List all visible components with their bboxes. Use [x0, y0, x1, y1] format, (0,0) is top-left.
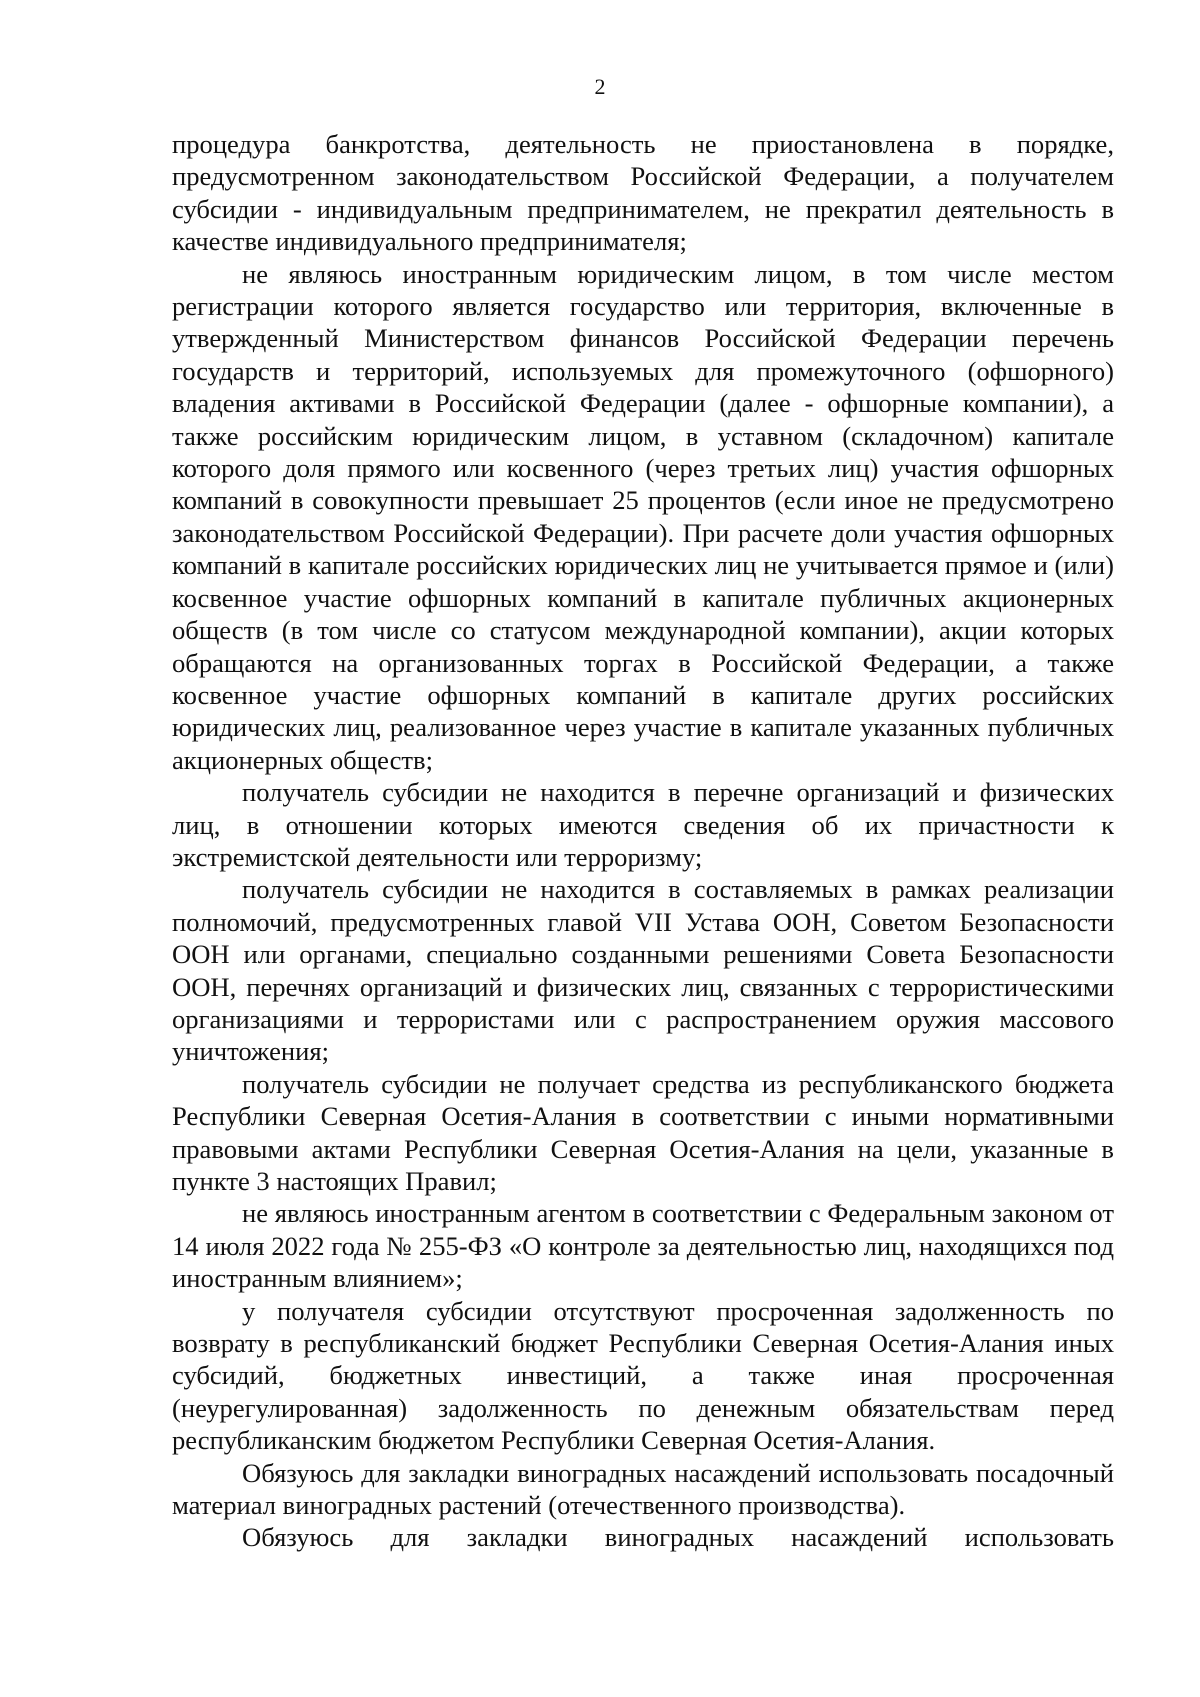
paragraph-debt-clause: у получателя субсидии отсутствуют просроченная задолженность по возврату в республиканский бюджет Республики Северная Осетия-Алания иных субсидий, бюджетных инвестиций, а также иная просроченная (неурегулированная) задолженность по денежным обязательствам перед республиканским бюджетом Республики Северная Осетия-Алания.	[172, 1295, 1114, 1456]
paragraph-planting-material-clause: Обязуюсь для закладки виноградных насаждений использовать посадочный материал виноградных растений (отечественного производства).	[172, 1457, 1114, 1521]
paragraph-un-sanctions-clause: получатель субсидии не находится в составляемых в рамках реализации полномочий, предусмотренных главой VII Устава ООН, Советом Безопасности ООН или органами, специально созданными решениями Совета Безопасности ООН, перечнях организаций и физических лиц, связанных с террористическими организациями и террористами или с распространением оружия массового уничтожения;	[172, 874, 1114, 1067]
paragraph-planting-continued: Обязуюсь для закладки виноградных насаждений использовать	[242, 1522, 1114, 1553]
page-number: 2	[594, 74, 606, 99]
paragraph-extremism-clause: получатель субсидии не находится в перечне организаций и физических лиц, в отношении которых имеются сведения об их причастности к экстремистской деятельности или терроризму;	[172, 777, 1114, 872]
paragraph-budget-funds-clause: получатель субсидии не получает средства из республиканского бюджета Республики Северная Осетия-Алания в соответствии с иными нормативными правовыми актами Республики Северная Осетия-Алания на цели, указанные в пункте 3 настоящих Правил;	[172, 1068, 1114, 1196]
paragraph-offshore-clause: не являюсь иностранным юридическим лицом, в том числе местом регистрации которого является государство или территория, включенные в утвержденный Министерством финансов Российской Федерации перечень государств и территорий, используемых для промежуточного (офшорного) владения активами в Российской Федерации (далее - офшорные компании), а также российским юридическим лицом, в уставном (складочном) капитале которого доля прямого или косвенного (через третьих лиц) участия офшорных компаний в совокупности превышает 25 процентов (если иное не предусмотрено законодательством Российской Федерации). При расчете доли участия офшорных компаний в капитале российских юридических лиц не учитывается прямое и (или) косвенное участие офшорных компаний в капитале публичных акционерных обществ (в том числе со статусом международной компании), акции которых обращаются на организованных торгах в Российской Федерации, а также косвенное участие офшорных компаний в капитале других российских юридических лиц, реализованное через участие в капитале указанных публичных акционерных обществ;	[172, 258, 1114, 775]
document-body	[172, 128, 1114, 1554]
paragraph-bankruptcy-clause: процедура банкротства, деятельность не приостановлена в порядке, предусмотренном законодательством Российской Федерации, а получателем субсидии - индивидуальным предпринимателем, не прекратил деятельность в качестве индивидуального предпринимателя;	[172, 129, 1114, 257]
paragraph-foreign-agent-clause: не являюсь иностранным агентом в соответствии с Федеральным законом от 14 июля 2022 года № 255-ФЗ «О контроле за деятельностью лиц, находящихся под иностранным влиянием»;	[172, 1198, 1114, 1294]
